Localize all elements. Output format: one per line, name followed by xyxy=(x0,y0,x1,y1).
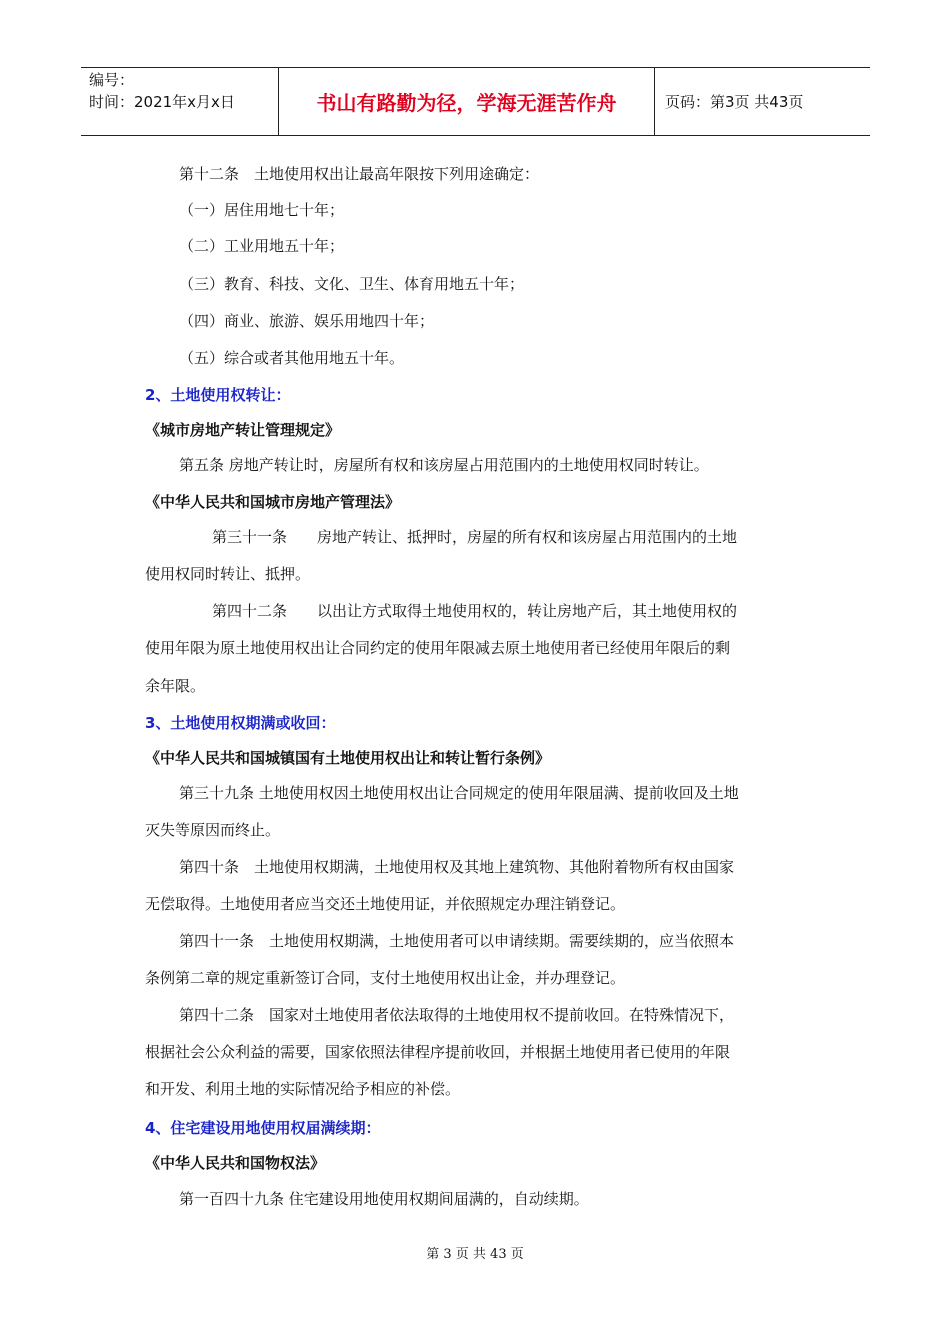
list-item-2: （二）工业用地五十年； xyxy=(179,237,345,255)
paragraph-line: 灭失等原因而终止。 xyxy=(145,821,281,839)
paragraph-line: 第四十二条 以出让方式取得土地使用权的，转让房地产后，其土地使用权的 xyxy=(212,602,738,620)
law-title: 《中华人民共和国城市房地产管理法》 xyxy=(145,493,401,511)
header-info-cell xyxy=(81,68,279,135)
paragraph-line: 第四十二条 国家对土地使用者依法取得的土地使用权不提前收回。在特殊情况下， xyxy=(179,1006,735,1024)
paragraph-line: 和开发、利用土地的实际情况给予相应的补偿。 xyxy=(145,1080,461,1098)
paragraph-line: 第三十一条 房地产转让、抵押时，房屋的所有权和该房屋占用范围内的土地 xyxy=(212,528,738,546)
time-label: 时间：2021年x月x日 xyxy=(89,93,235,111)
law-title: 《中华人民共和国物权法》 xyxy=(145,1154,326,1172)
paragraph-line: 根据社会公众利益的需要，国家依照法律程序提前收回，并根据土地使用者已使用的年限 xyxy=(145,1043,731,1061)
header-page-cell xyxy=(655,68,870,135)
paragraph-line: 第四十一条 土地使用权期满，土地使用者可以申请续期。需要续期的，应当依照本 xyxy=(179,932,735,950)
list-item-5: （五）综合或者其他用地五十年。 xyxy=(179,349,405,367)
law-title: 《城市房地产转让管理规定》 xyxy=(145,421,341,439)
list-item-4: （四）商业、旅游、娱乐用地四十年； xyxy=(179,312,435,330)
law-title: 《中华人民共和国城镇国有土地使用权出让和转让暂行条例》 xyxy=(145,749,551,767)
header-motto-cell xyxy=(279,68,655,135)
paragraph-line: 无偿取得。土地使用者应当交还土地使用证，并依照规定办理注销登记。 xyxy=(145,895,626,913)
paragraph-line: 第五条 房地产转让时，房屋所有权和该房屋占用范围内的土地使用权同时转让。 xyxy=(179,456,709,474)
page-footer: 第 3 页 共 43 页 xyxy=(426,1247,524,1262)
list-item-3: （三）教育、科技、文化、卫生、体育用地五十年； xyxy=(179,275,525,293)
code-label: 编号： xyxy=(89,71,135,89)
paragraph-line: 余年限。 xyxy=(145,677,206,695)
paragraph-line: 使用权同时转让、抵押。 xyxy=(145,565,311,583)
paragraph-line: 第三十九条 土地使用权因土地使用权出让合同规定的使用年限届满、提前收回及土地 xyxy=(179,784,739,802)
section-heading-4: 4、住宅建设用地使用权届满续期： xyxy=(145,1119,381,1137)
header-table xyxy=(81,67,870,136)
motto-text: 书山有路勤为径，学海无涯苦作舟 xyxy=(316,91,617,115)
paragraph-line: 使用年限为原土地使用权出让合同约定的使用年限减去原土地使用者已经使用年限后的剩 xyxy=(145,639,731,657)
page-label: 页码：第3页 共43页 xyxy=(665,93,804,111)
paragraph-line: 条例第二章的规定重新签订合同，支付土地使用权出让金，并办理登记。 xyxy=(145,969,626,987)
list-item-1: （一）居住用地七十年； xyxy=(179,201,345,219)
section-heading-2: 2、土地使用权转让： xyxy=(145,386,291,404)
paragraph-line: 第四十条 土地使用权期满，土地使用权及其地上建筑物、其他附着物所有权由国家 xyxy=(179,858,735,876)
article-12: 第十二条 土地使用权出让最高年限按下列用途确定： xyxy=(179,165,540,183)
section-heading-3: 3、土地使用权期满或收回： xyxy=(145,714,336,732)
paragraph-line: 第一百四十九条 住宅建设用地使用权期间届满的，自动续期。 xyxy=(179,1190,589,1208)
